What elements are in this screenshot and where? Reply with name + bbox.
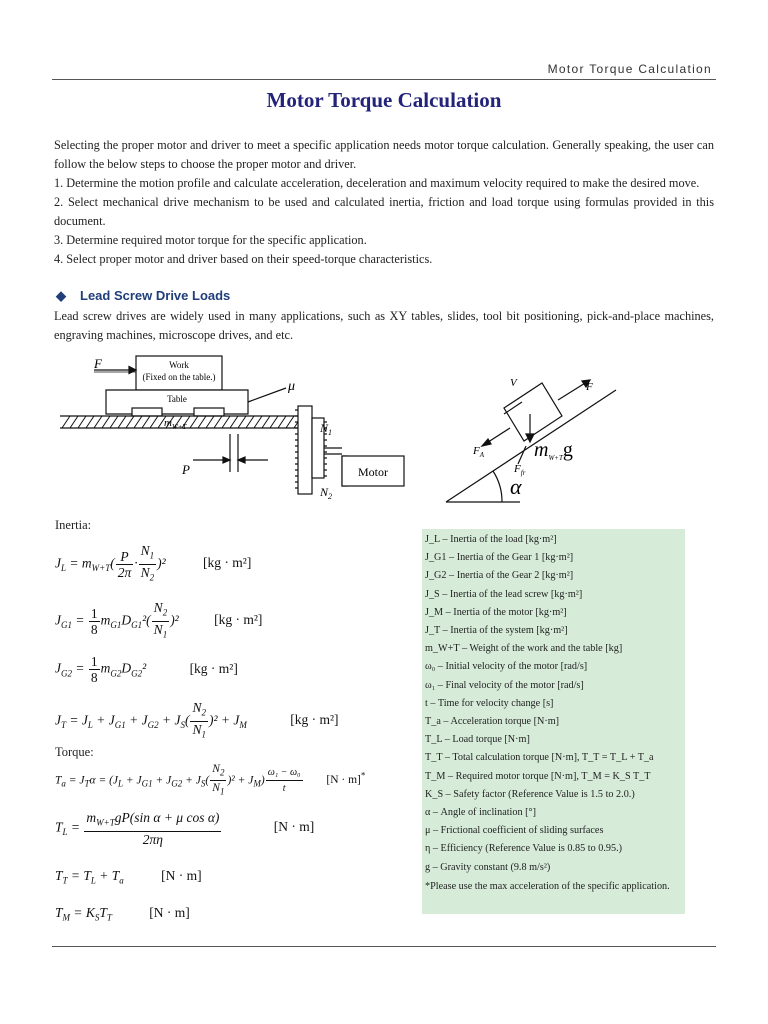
legend-item: T_L – Load torque [N·m]	[425, 734, 530, 746]
force-label: F	[94, 356, 102, 371]
step-3: 3. Determine required motor torque for the specific application.	[54, 233, 367, 247]
legend-item: J_T – Inertia of the system [kg·m²]	[425, 625, 568, 637]
inertia-label: Inertia:	[55, 518, 92, 532]
legend-item: T_M – Required motor torque [N·m], T_M = K_S T_T	[425, 770, 651, 782]
header-rule	[52, 79, 716, 80]
torque-label: Torque:	[55, 745, 94, 759]
formula-jl: $J_L = m_{W+T}$( $\frac{P}{2\pi}$ · $\frac{N_1}{N_2}$ )² [kg · m²]	[55, 543, 252, 583]
step-1: 1. Determine the motion profile and calculate acceleration, deceleration and maximum velocity required to make the desired move.	[54, 176, 700, 190]
jt-unit: [kg · m²]	[290, 712, 339, 728]
legend-item: m_W+T – Weight of the work and the table [kg]	[425, 643, 623, 655]
formula-tm: $T_M = K_ST_T$ [N · m]	[55, 905, 190, 923]
mass-label: $m_{W+T}$	[164, 417, 187, 431]
friction-label: μ	[288, 379, 296, 394]
section-heading	[56, 288, 230, 304]
diamond-bullet-icon: ◆	[56, 288, 66, 303]
formula-ta: $T_a = J_T\alpha = (J_L + J_{G1} + J_{G2} + J_S$( $\frac{N_2}{N_1}$ )$^2 + J_M$) $\frac{\text{ω₁ − ω₀}}{t}$ [N · m]*	[55, 763, 366, 797]
legend-item: g – Gravity constant (9.8 m/s²)	[425, 861, 551, 873]
intro-text	[54, 136, 714, 269]
step-2: 2. Select mechanical drive mechanism to be used and calculated inertia, friction and load torque using formulas provided in this document.	[54, 195, 714, 228]
legend-item: t – Time for velocity change [s]	[425, 697, 554, 709]
legend-item: T_T – Total calculation torque [N·m], T_T = T_L + T_a	[425, 752, 654, 764]
ta-footnote-mark: *	[360, 770, 366, 781]
jg2-unit: [kg · m²]	[189, 660, 238, 676]
variable-legend	[422, 529, 685, 914]
work-label-line-2: (Fixed on the table.)	[142, 372, 216, 382]
legend-item: J_G2 – Inertia of the Gear 2 [kg·m²]	[425, 570, 574, 582]
lead-screw-diagram	[58, 350, 408, 510]
friction-force-label: $F_{fr}$	[514, 463, 526, 477]
gear-1	[298, 406, 312, 494]
legend-item: α – Angle of inclination [°]	[425, 807, 536, 819]
footer-rule	[52, 946, 716, 947]
ta-unit: [N · m]	[326, 774, 361, 787]
intro-paragraph: Selecting the proper motor and driver to meet a specific application needs motor torque calculation. Generally speaking, the user can follow the below steps to choose the proper motor and driver.	[54, 138, 714, 171]
step-4: 4. Select proper motor and driver based on their speed-torque characteristics.	[54, 252, 433, 266]
motor-label: Motor	[358, 465, 388, 479]
legend-item: J_G1 – Inertia of the Gear 1 [kg·m²]	[425, 552, 574, 564]
weight-label: $m_{W+T}g$	[534, 439, 573, 462]
legend-item: J_M – Inertia of the motor [kg·m²]	[425, 606, 567, 618]
tm-unit: [N · m]	[149, 905, 190, 920]
table-label: Table	[167, 394, 187, 404]
formula-jg1: $J_{G1}$ = $\frac{1}{8}$ $m_{G1}D_{G1}^2$( $\frac{N_2}{N_1}$ )² [kg · m²]	[55, 600, 263, 640]
running-header: Motor Torque Calculation	[547, 62, 712, 76]
n1-label: $N_1$	[320, 421, 333, 437]
formula-tt: $T_T = T_L + T_a$ [N · m]	[55, 868, 202, 886]
applied-force-label: $F_A$	[473, 445, 485, 459]
formula-tl: $T_L$ = $\frac{m_{W+T}gP(\sin \alpha + \mu \cos \alpha)}{2\pi\eta}$ [N · m]	[55, 810, 315, 847]
legend-item: J_L – Inertia of the load [kg·m²]	[425, 534, 557, 545]
n2-label: $N_2$	[320, 485, 333, 501]
legend-item: K_S – Safety factor (Reference Value is 1.5 to 2.0.)	[425, 788, 635, 800]
legend-item: J_S – Inertia of the lead screw [kg·m²]	[425, 588, 583, 600]
pitch-label: P	[182, 462, 190, 477]
tl-unit: [N · m]	[273, 819, 315, 835]
legend-item: μ – Frictional coefficient of sliding surfaces	[425, 825, 604, 837]
angle-arc	[493, 471, 502, 502]
legend-item: ω₀ – Initial velocity of the motor [rad/s]	[425, 661, 588, 673]
force-label: F	[586, 381, 593, 393]
formula-jt: $J_T = J_L + J_{G1} + J_{G2} + J_S$( $\frac{N_2}{N_1}$ )$^2 + J_M$ [kg · m²]	[55, 700, 339, 740]
angle-label: α	[510, 474, 522, 499]
legend-item: η – Efficiency (Reference Value is 0.85 to 0.95.)	[425, 843, 623, 855]
section-heading-text: Lead Screw Drive Loads	[80, 288, 231, 303]
legend-item: ω₁ – Final velocity of the motor [rad/s]	[425, 679, 584, 691]
velocity-label: V	[510, 377, 517, 389]
legend-item: T_a – Acceleration torque [N·m]	[425, 716, 560, 728]
tt-unit: [N · m]	[161, 868, 202, 883]
block	[504, 383, 562, 441]
formula-jg2: $J_{G2}$ = $\frac{1}{8}$ $m_{G2}D_{G2}^2$ [kg · m²]	[55, 654, 238, 685]
page-title: Motor Torque Calculation	[266, 88, 502, 112]
legend-footnote: *Please use the max acceleration of the specific application.	[425, 880, 670, 892]
section-text: Lead screw drives are widely used in many applications, such as XY tables, slides, tool bit positioning, pick-and-place machines, engraving machines, microscope drives, and etc.	[54, 309, 714, 342]
jl-unit: [kg · m²]	[203, 555, 252, 571]
work-label-line-1: Work	[169, 360, 189, 370]
jg1-unit: [kg · m²]	[214, 612, 263, 628]
inclined-plane-diagram	[440, 368, 630, 508]
